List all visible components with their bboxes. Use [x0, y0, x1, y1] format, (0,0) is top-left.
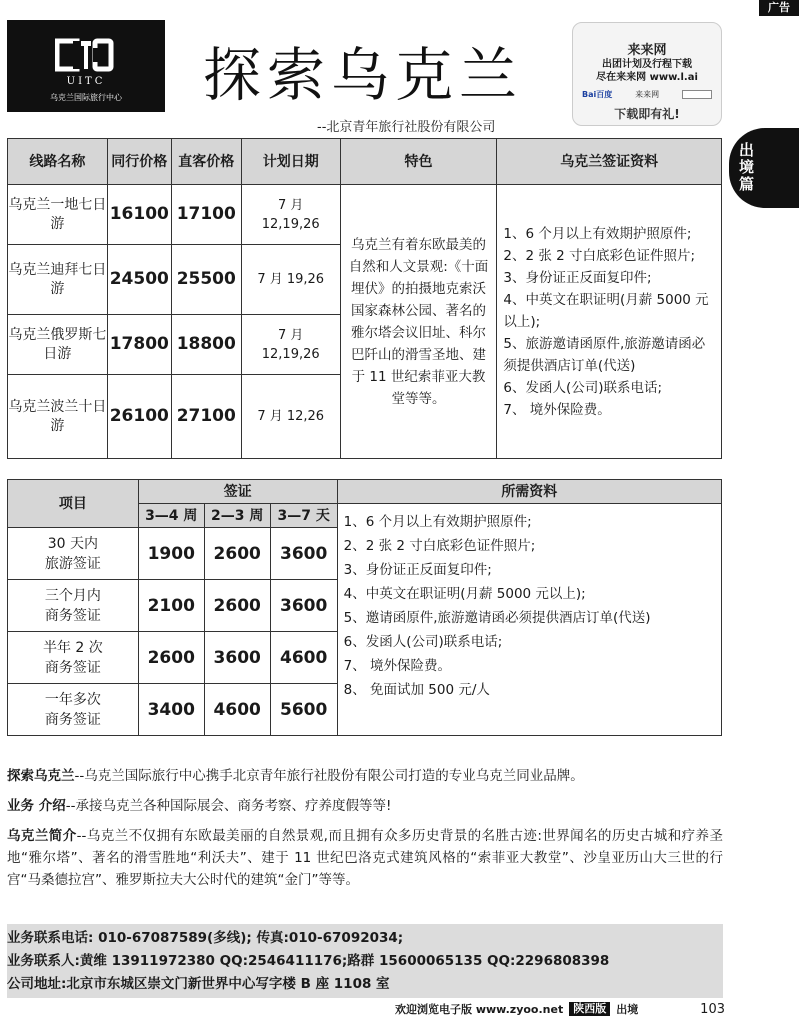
route-name: 乌克兰波兰十日游 — [8, 375, 108, 459]
footer-section: 出境 — [616, 1003, 639, 1016]
baidu-logo-icon: Bai百度 — [582, 89, 613, 99]
route-date: 7 月 12,19,26 — [241, 185, 340, 245]
contact-address: 公司地址:北京市东城区崇文门新世界中心写字楼 B 座 1108 室 — [7, 976, 390, 992]
visa-price: 2600 — [204, 580, 270, 632]
intro-paragraph: 乌克兰简介--乌克兰不仅拥有东欧最美丽的自然景观,而且拥有众多历史背景的名胜古迹:世界闻名的历史古城和疗养圣地“雅尔塔”、著名的滑雪胜地“利沃夫”、建于 11 世纪巴洛克式建筑风格的“索菲亚大教堂”、沙皇亚历山大三世的行宫“马桑德拉宫”、雅罗斯拉夫大公时代的建筑“金门”等等。 — [7, 828, 723, 888]
header-col-3-7-days: 3—7 天 — [270, 504, 337, 528]
promo-line-1: 出团计划及行程下载 — [602, 59, 692, 70]
visa-type: 三个月内 商务签证 — [8, 580, 139, 632]
header-features: 特色 — [340, 139, 497, 185]
route-name: 乌克兰迪拜七日游 — [8, 245, 108, 315]
visa-price: 2600 — [138, 632, 204, 684]
footer — [395, 1001, 725, 1017]
header-visa: 乌克兰签证资料 — [497, 139, 722, 185]
retail-price: 25500 — [171, 245, 241, 315]
visa-price: 2100 — [138, 580, 204, 632]
route-name: 乌克兰俄罗斯七日游 — [8, 315, 108, 375]
promo-search-row — [582, 87, 712, 101]
visa-price: 3600 — [270, 580, 337, 632]
visa-price-table — [7, 479, 722, 736]
visa-type: 半年 2 次 商务签证 — [8, 632, 139, 684]
route-date: 7 月 12,26 — [241, 375, 340, 459]
promo-search-box[interactable] — [682, 90, 712, 99]
promo-box[interactable] — [572, 22, 722, 126]
route-table — [7, 138, 722, 459]
promo-line-2: 尽在来来网 www.l.ai — [596, 72, 698, 83]
footer-welcome[interactable]: 欢迎浏览电子版 www.zyoo.net — [395, 1003, 564, 1016]
footer-edition: 陕西版 — [569, 1002, 610, 1016]
route-date: 7 月 19,26 — [241, 245, 340, 315]
visa-type: 一年多次 商务签证 — [8, 684, 139, 736]
retail-price: 27100 — [171, 375, 241, 459]
header-col-3-4-weeks: 3—4 周 — [138, 504, 204, 528]
logo-text: UITC — [66, 76, 106, 87]
header-retail-price: 直客价格 — [171, 139, 241, 185]
header-dates: 计划日期 — [241, 139, 340, 185]
visa-price: 3400 — [138, 684, 204, 736]
page-subtitle: --北京青年旅行社股份有限公司 — [317, 120, 496, 135]
header-route-name: 线路名称 — [8, 139, 108, 185]
contact-box — [7, 924, 723, 998]
header-visa-price: 签证 — [138, 480, 337, 504]
logo — [7, 20, 165, 112]
business-paragraph: 业务 介绍--承接乌克兰各种国际展会、商务考察、疗养度假等等! — [7, 798, 392, 814]
uitc-logo-icon — [55, 38, 117, 72]
route-name: 乌克兰一地七日游 — [8, 185, 108, 245]
logo-subtext: 乌克兰国际旅行中心 — [50, 93, 122, 102]
contact-people: 业务联系人:黄维 13911972380 QQ:2546411176;路群 15600065135 QQ:2296808398 — [7, 953, 610, 969]
contact-phone: 业务联系电话: 010-67087589(多线); 传真:010-67092034; — [7, 930, 404, 946]
visa-price: 4600 — [204, 684, 270, 736]
header-peer-price: 同行价格 — [107, 139, 171, 185]
ad-tag: 广告 — [759, 0, 799, 16]
route-date: 7 月 12,19,26 — [241, 315, 340, 375]
header — [7, 20, 727, 134]
table-row — [8, 185, 722, 245]
peer-price: 24500 — [107, 245, 171, 315]
section-tab: 出境篇 — [729, 128, 799, 208]
visa-price: 3600 — [204, 632, 270, 684]
retail-price: 18800 — [171, 315, 241, 375]
visa-price: 5600 — [270, 684, 337, 736]
visa-price: 1900 — [138, 528, 204, 580]
promo-search-word: 来来网 — [635, 89, 660, 99]
peer-price: 26100 — [107, 375, 171, 459]
retail-price: 17100 — [171, 185, 241, 245]
peer-price: 17800 — [107, 315, 171, 375]
features-cell: 乌克兰有着东欧最美的自然和人文景观:《十面埋伏》的拍摄地克索沃国家森林公园、著名的雅尔塔会议旧址、科尔巴阡山的滑雪圣地、建于 11 世纪索菲亚大教堂等等。 — [340, 185, 497, 459]
visa-price: 3600 — [270, 528, 337, 580]
explore-paragraph: 探索乌克兰--乌克兰国际旅行中心携手北京青年旅行社股份有限公司打造的专业乌克兰同业品牌。 — [7, 768, 584, 784]
visa-type: 30 天内 旅游签证 — [8, 528, 139, 580]
page-title: 探索乌克兰 — [203, 41, 524, 109]
peer-price: 16100 — [107, 185, 171, 245]
visa-price: 4600 — [270, 632, 337, 684]
description — [7, 765, 723, 903]
promo-brand: 来来网 — [627, 43, 667, 58]
header-docs: 所需资料 — [337, 480, 721, 504]
page-number: 103 — [700, 1001, 725, 1017]
header-item: 项目 — [8, 480, 139, 528]
visa-price: 2600 — [204, 528, 270, 580]
visa-cell: 1、6 个月以上有效期护照原件; 2、2 张 2 寸白底彩色证件照片; 3、身份证正反面复印件; 4、中英文在职证明(月薪 5000 元以上); 5、旅游邀请函原件,旅游邀请函必须提供酒店订单(代送) 6、发函人(公司)联系电话; 7、 境外保险费。 — [497, 185, 722, 459]
promo-cta[interactable]: 下载即有礼! — [614, 107, 680, 121]
header-col-2-3-weeks: 2—3 周 — [204, 504, 270, 528]
docs-cell: 1、6 个月以上有效期护照原件; 2、2 张 2 寸白底彩色证件照片; 3、身份证正反面复印件; 4、中英文在职证明(月薪 5000 元以上); 5、邀请函原件,旅游邀请函必须提供酒店订单(代送) 6、发函人(公司)联系电话; 7、 境外保险费。 8、 免面试加 500 元/人 — [337, 504, 721, 736]
